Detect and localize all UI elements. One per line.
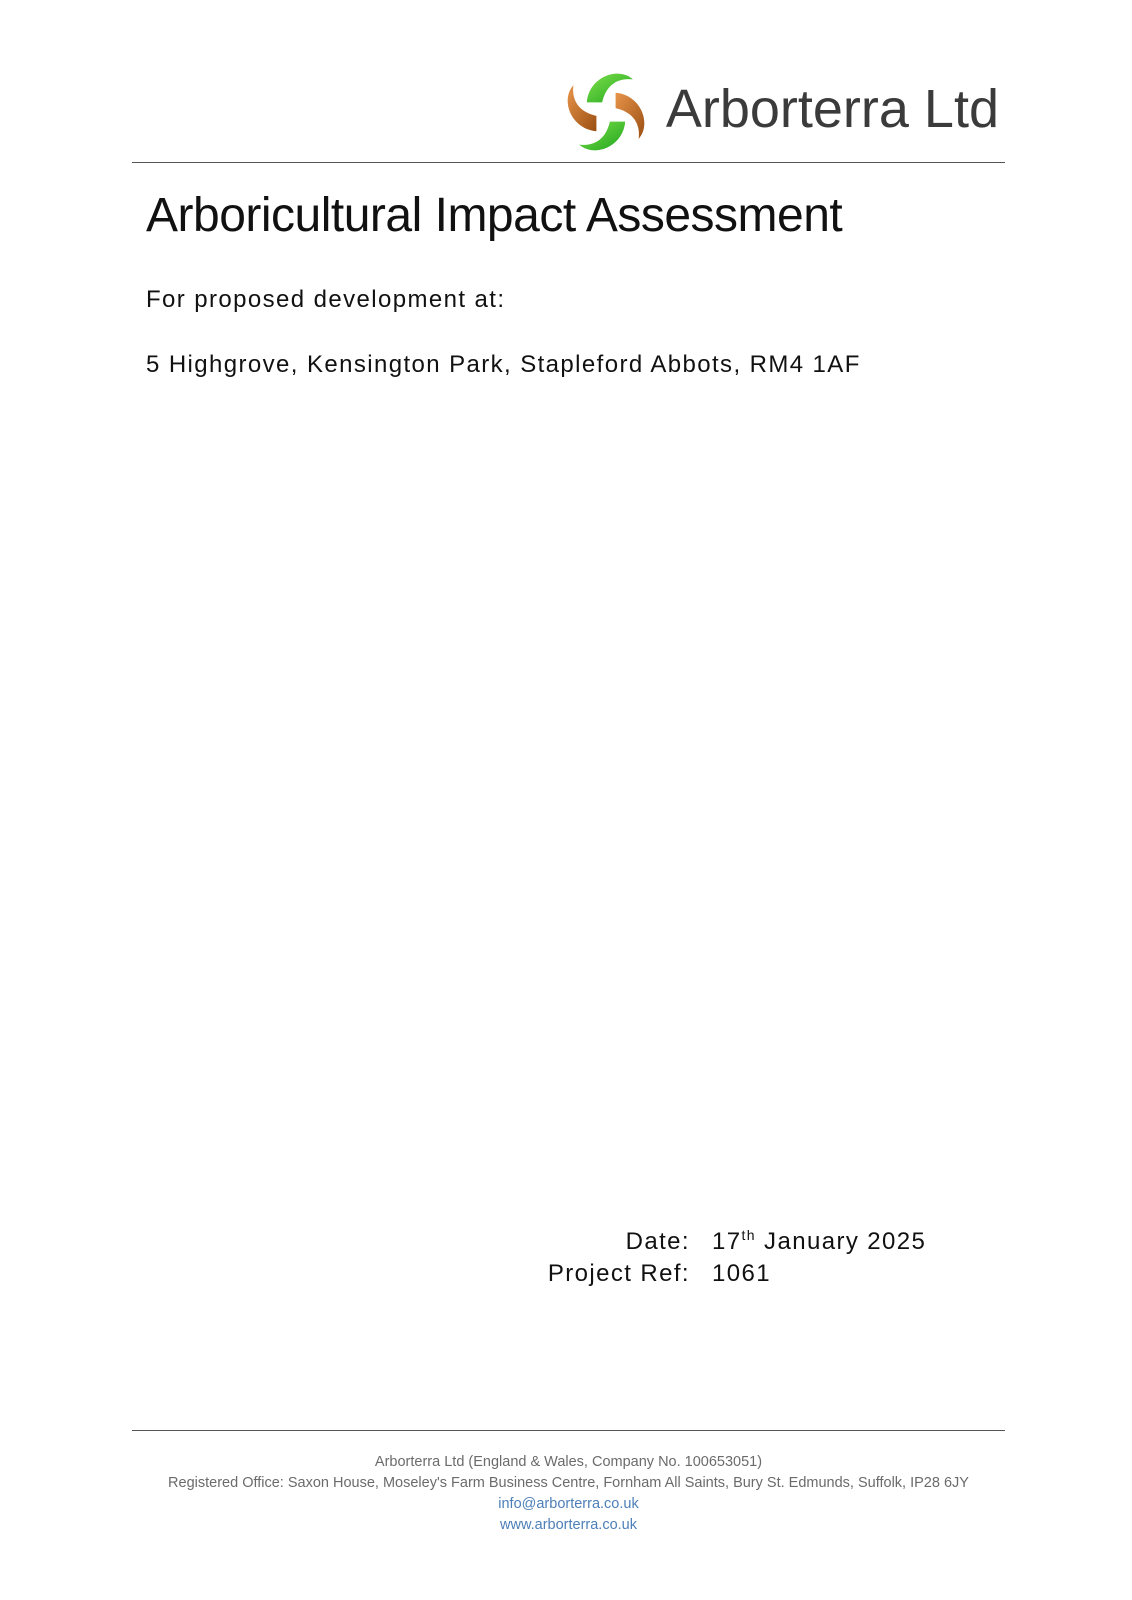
footer-website-link[interactable]: www.arborterra.co.uk bbox=[500, 1517, 637, 1533]
project-ref-value: 1061 bbox=[712, 1260, 771, 1287]
document-meta bbox=[500, 1228, 926, 1292]
document-subtitle: For proposed development at: bbox=[146, 286, 506, 313]
date-label: Date: bbox=[625, 1228, 690, 1255]
footer-office-line: Registered Office: Saxon House, Moseley's Farm Business Centre, Fornham All Saints, Bury St. Edmunds, Suffolk, IP28 6JY bbox=[168, 1475, 969, 1491]
date-suffix: th bbox=[741, 1227, 756, 1243]
date-row bbox=[500, 1228, 926, 1260]
company-logo bbox=[558, 64, 999, 160]
project-ref-row bbox=[500, 1260, 926, 1292]
project-ref-label: Project Ref: bbox=[547, 1260, 690, 1287]
date-value bbox=[712, 1228, 926, 1256]
site-address: 5 Highgrove, Kensington Park, Stapleford Abbots, RM4 1AF bbox=[146, 351, 861, 378]
page-header bbox=[132, 60, 1005, 163]
document-title: Arboricultural Impact Assessment bbox=[146, 189, 843, 242]
company-name: Arborterra Ltd bbox=[665, 79, 999, 139]
footer-divider bbox=[132, 1430, 1005, 1431]
date-day: 17 bbox=[712, 1228, 742, 1255]
footer-email-link[interactable]: info@arborterra.co.uk bbox=[498, 1496, 639, 1512]
date-month-year: January 2025 bbox=[755, 1228, 927, 1255]
arborterra-logo-icon bbox=[558, 64, 654, 160]
page-footer bbox=[132, 1452, 1005, 1536]
footer-company-line: Arborterra Ltd (England & Wales, Company No. 100653051) bbox=[374, 1454, 763, 1470]
